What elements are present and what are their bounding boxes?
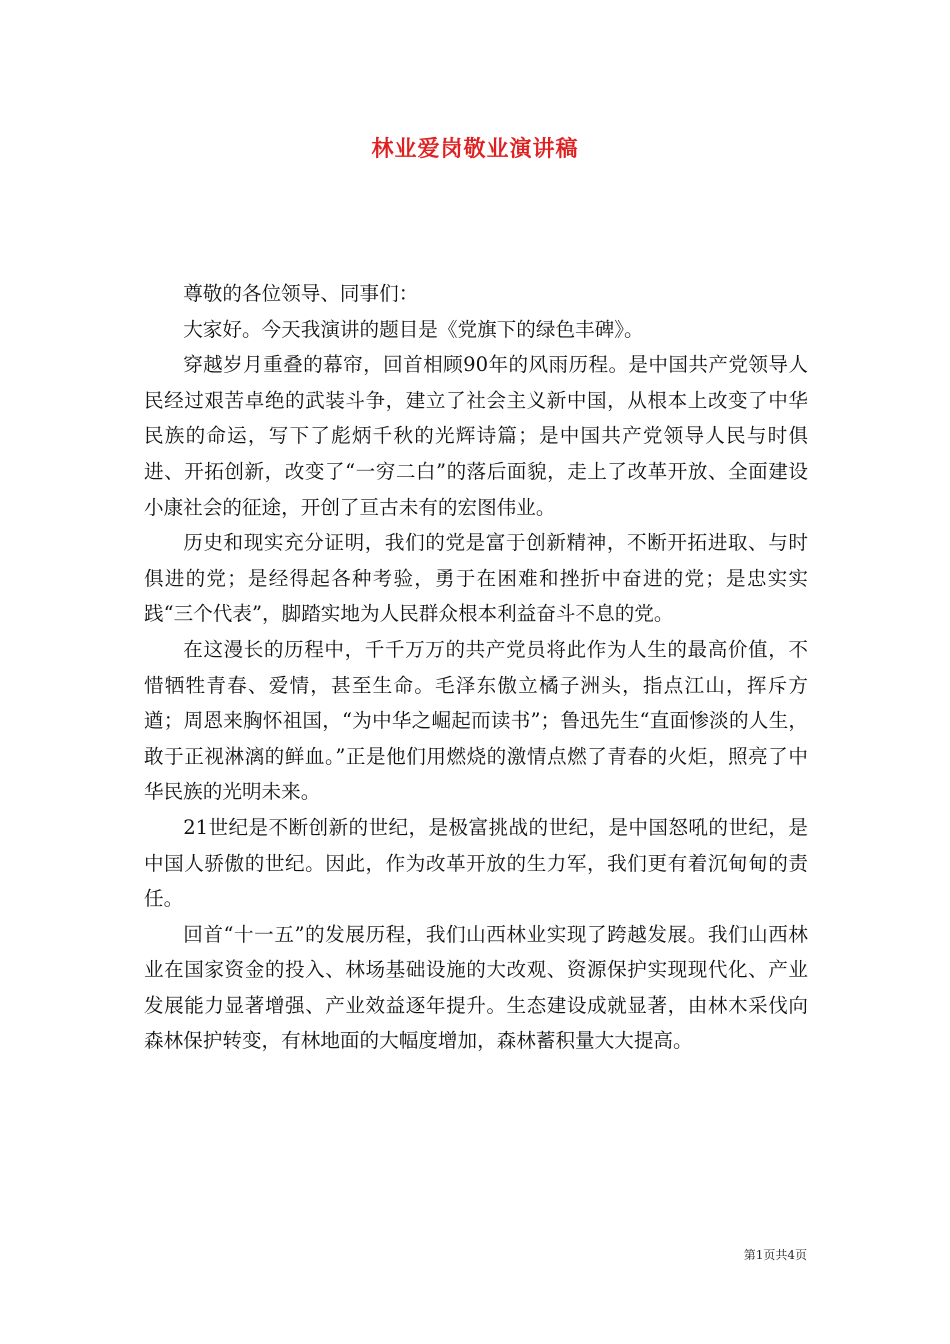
paragraph: 回首“十一五”的发展历程，我们山西林业实现了跨越发展。我们山西林业在国家资金的投入、林场基础设施的大改观、资源保护实现现代化、产业发展能力显著增强、产业效益逐年提升。生态建设成就显著，由林木采伐向森林保护转变，有林地面的大幅度增加，森林蓄积量大大提高。	[144, 922, 808, 1053]
document-title: 林业爱岗敬业演讲稿	[371, 136, 579, 162]
paragraph-salutation: 尊敬的各位领导、同事们：	[183, 282, 419, 305]
paragraph: 历史和现实充分证明，我们的党是富于创新精神，不断开拓进取、与时俱进的党；是经得起各种考验，勇于在困难和挫折中奋进的党；是忠实实践“三个代表”，脚踏实地为人民群众根本利益奋斗不息的党。	[144, 531, 808, 626]
paragraph: 穿越岁月重叠的幕帘，回首相顾90年的风雨历程。是中国共产党领导人民经过艰苦卓绝的武装斗争，建立了社会主义新中国，从根本上改变了中华民族的命运，写下了彪炳千秋的光辉诗篇；是中国共产党领导人民与时俱进、开拓创新，改变了“一穷二白”的落后面貌，走上了改革开放、全面建设小康社会的征途，开创了亘古未有的宏图伟业。	[144, 353, 808, 519]
paragraph-greeting: 大家好。今天我演讲的题目是《党旗下的绿色丰碑》。	[183, 317, 644, 341]
page-number-footer: 第1页共4页	[743, 1248, 807, 1262]
paragraph: 21世纪是不断创新的世纪，是极富挑战的世纪，是中国怒吼的世纪，是中国人骄傲的世纪。因此，作为改革开放的生力军，我们更有着沉甸甸的责任。	[144, 815, 808, 911]
paragraph: 在这漫长的历程中，千千万万的共产党员将此作为人生的最高价值，不惜牺牲青春、爱情，甚至生命。毛泽东傲立橘子洲头，指点江山，挥斥方遒；周恩来胸怀祖国，“为中华之崛起而读书”；鲁迅先生“直面惨淡的人生，敢于正视淋漓的鲜血。”正是他们用燃烧的激情点燃了青春的火炬，照亮了中华民族的光明未来。	[144, 637, 808, 804]
document-body	[144, 276, 808, 1059]
